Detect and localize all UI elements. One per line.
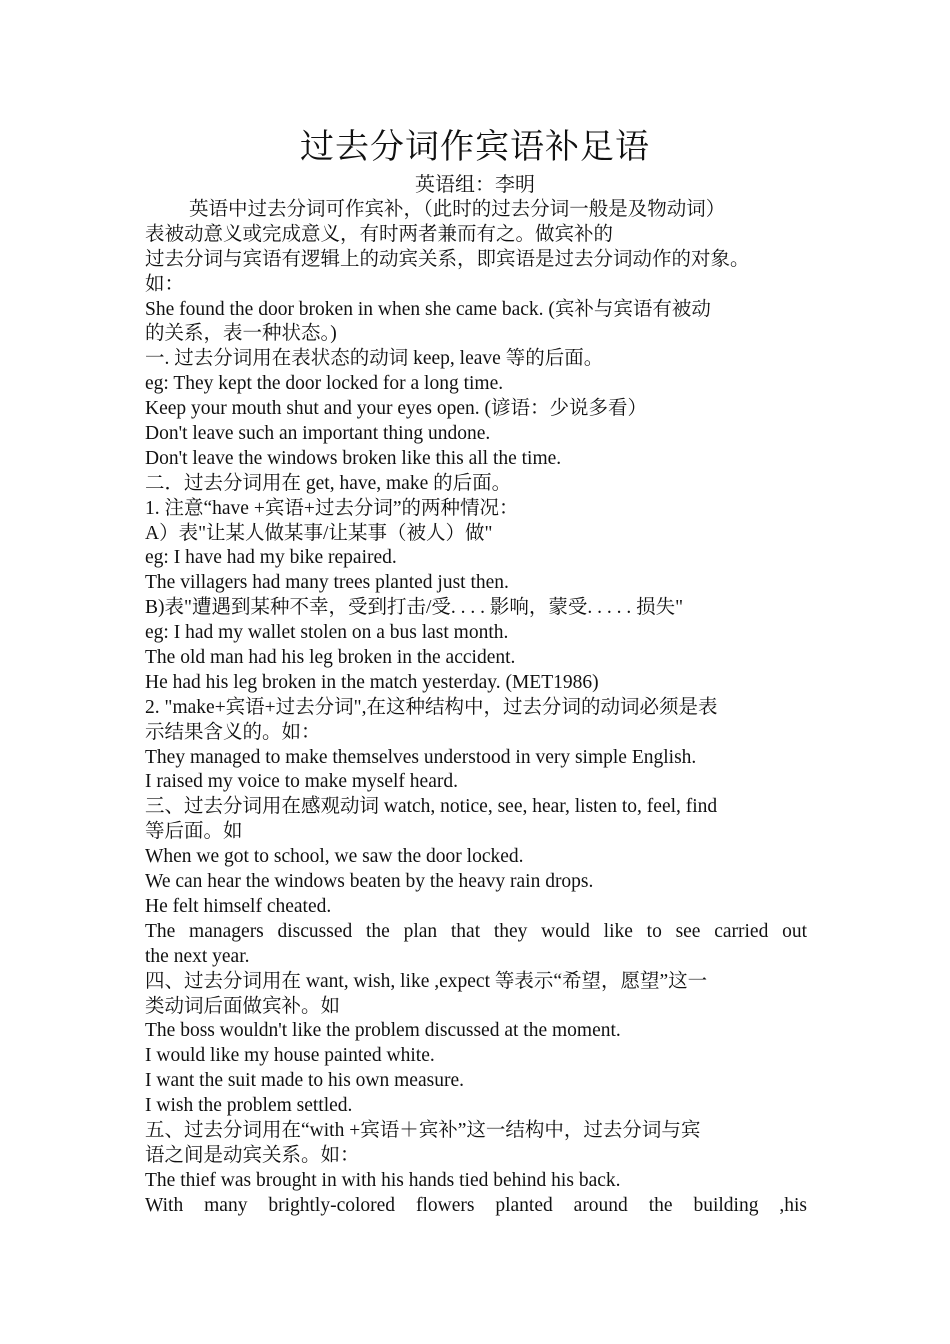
example-sentence: eg: I have had my bike repaired. bbox=[145, 547, 397, 569]
paragraph-line: 的关系，表一种状态。) bbox=[145, 323, 337, 345]
paragraph-line: 英语中过去分词可作宾补，（此时的过去分词一般是及物动词） bbox=[189, 199, 726, 220]
section-heading: 二．过去分词用在 get, have, make 的后面。 bbox=[145, 472, 512, 494]
section-heading: 四、过去分词用在 want, wish, like ,expect 等表示“希望，愿望”这一 bbox=[145, 970, 708, 992]
example-sentence: The boss wouldn't like the problem discussed at the moment. bbox=[145, 1020, 621, 1042]
example-sentence: Don't leave the windows broken like this all the time. bbox=[145, 447, 562, 469]
example-sentence: When we got to school, we saw the door locked. bbox=[145, 846, 524, 868]
paragraph-line: 类动词后面做宾补。如 bbox=[145, 995, 341, 1017]
paragraph-line: 语之间是动宾关系。如： bbox=[145, 1144, 360, 1166]
paragraph-line: 如： bbox=[145, 273, 185, 295]
author-line: 英语组：李明 bbox=[415, 174, 535, 196]
example-sentence: He had his leg broken in the match yesterday. (MET1986) bbox=[145, 671, 599, 693]
document-title: 过去分词作宾语补足语 bbox=[300, 129, 650, 166]
example-sentence: She found the door broken in when she came back. (宾补与宾语有被动 bbox=[145, 298, 711, 320]
subsection-heading: 2. "make+宾语+过去分词",在这种结构中，过去分词的动词必须是表 bbox=[145, 696, 718, 718]
example-sentence: With many brightly-colored flowers planted around the building ,his bbox=[145, 1194, 807, 1216]
paragraph-line: 示结果含义的。如： bbox=[145, 721, 321, 743]
example-sentence: the next year. bbox=[145, 945, 250, 967]
example-sentence: They managed to make themselves understood in very simple English. bbox=[145, 746, 697, 768]
example-sentence: eg: I had my wallet stolen on a bus last month. bbox=[145, 622, 509, 644]
example-sentence: I raised my voice to make myself heard. bbox=[145, 771, 458, 793]
example-sentence: I want the suit made to his own measure. bbox=[145, 1070, 464, 1092]
example-sentence: I would like my house painted white. bbox=[145, 1045, 435, 1067]
subsection-heading: 1. 注意“have +宾语+过去分词”的两种情况： bbox=[145, 497, 519, 519]
subsection-heading: B)表"遭遇到某种不幸，受到打击/受. . . . 影响，蒙受. . . . . 损失" bbox=[145, 597, 684, 619]
paragraph-line: 表被动意义或完成意义，有时两者兼而有之。做宾补的 bbox=[145, 223, 614, 245]
example-sentence: Don't leave such an important thing undone. bbox=[145, 423, 491, 445]
example-sentence: He felt himself cheated. bbox=[145, 895, 332, 917]
paragraph-line: 等后面。如 bbox=[145, 821, 243, 843]
paragraph-line: 过去分词与宾语有逻辑上的动宾关系，即宾语是过去分词动作的对象。 bbox=[145, 248, 750, 270]
section-heading: 三、过去分词用在感观动词 watch, notice, see, hear, listen to, feel, find bbox=[145, 796, 718, 818]
subsection-heading: A）表"让某人做某事/让某事（被人）做" bbox=[145, 522, 493, 544]
example-sentence: The managers discussed the plan that they would like to see carried out bbox=[145, 920, 807, 942]
section-heading: 一. 过去分词用在表状态的动词 keep, leave 等的后面。 bbox=[145, 348, 604, 370]
example-sentence: I wish the problem settled. bbox=[145, 1095, 353, 1117]
example-sentence: The old man had his leg broken in the accident. bbox=[145, 647, 516, 669]
example-sentence: eg: They kept the door locked for a long time. bbox=[145, 373, 504, 395]
document-body bbox=[145, 198, 807, 1219]
example-sentence: Keep your mouth shut and your eyes open. (谚语：少说多看） bbox=[145, 398, 648, 420]
example-sentence: The thief was brought in with his hands tied behind his back. bbox=[145, 1169, 621, 1191]
example-sentence: The villagers had many trees planted just then. bbox=[145, 572, 509, 594]
section-heading: 五、过去分词用在“with +宾语＋宾补”这一结构中，过去分词与宾 bbox=[145, 1119, 701, 1141]
example-sentence: We can hear the windows beaten by the heavy rain drops. bbox=[145, 871, 594, 893]
